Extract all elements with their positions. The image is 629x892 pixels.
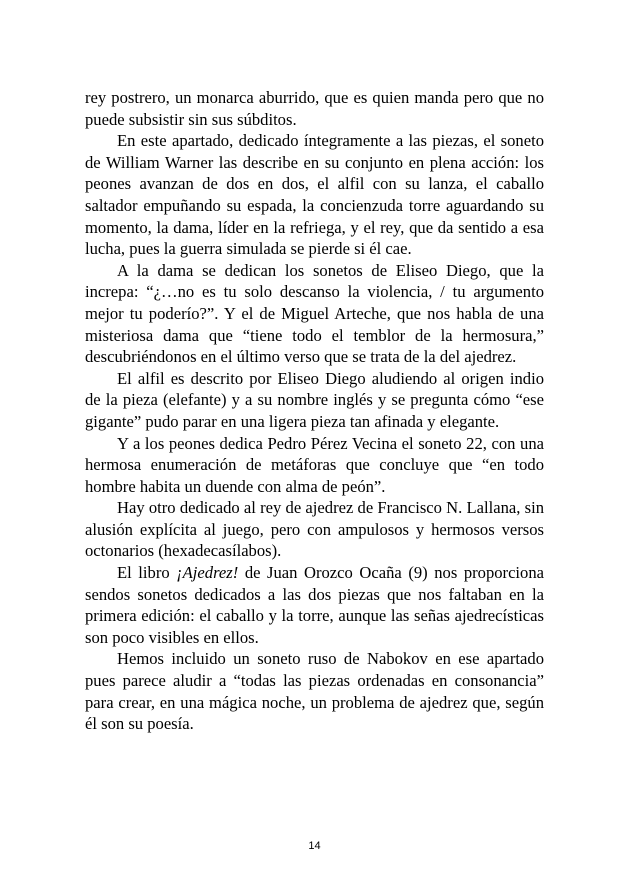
paragraph-text: El alfil es descrito por Eliseo Diego aludiendo al origen indio de la pieza (elefante) y a su nombre inglés y se pregunta cómo “ese gigante” pudo parar en una ligera pieza tan afinada y elegante.: [85, 368, 544, 431]
paragraph-text: rey postrero, un monarca aburrido, que es quien manda pero que no puede subsistir sin sus súbditos.: [85, 88, 544, 129]
paragraph-text: Hemos incluido un soneto ruso de Nabokov en ese apartado pues parece aludir a “todas las piezas ordenadas en consonancia” para crear, en una mágica noche, un problema de ajedrez que, según él son su poesía.: [85, 649, 544, 734]
paragraph: [85, 87, 544, 130]
body-text: [85, 87, 544, 735]
page-number: 14: [308, 840, 321, 852]
paragraph: [85, 562, 544, 648]
paragraph-text: En este apartado, dedicado íntegramente a las piezas, el soneto de William Warner las describe en su conjunto en plena acción: los peones avanzan de dos en dos, el alfil con su lanza, el caballo saltador empuñando su espada, la concienzuda torre aguardando su momento, la dama, líder en la refriega, y el rey, que da sentido a esa lucha, pues la guerra simulada se pierde si él cae.: [85, 131, 544, 259]
paragraph: [85, 368, 544, 433]
book-title: ¡Ajedrez!: [176, 563, 239, 583]
paragraph-text: A la dama se dedican los sonetos de Eliseo Diego, que la increpa: “¿…no es tu solo descanso la violencia, / tu argumento mejor tu poderío?”. Y el de Miguel Arteche, que nos habla de una misteriosa dama que “tiene todo el temblor de la hermosura,” descubriéndonos en el último verso que se trata de la del ajedrez.: [85, 260, 544, 367]
paragraph: [85, 433, 544, 498]
paragraph-text: El libro: [117, 563, 177, 583]
paragraph: [85, 130, 544, 260]
paragraph-text: Y a los peones dedica Pedro Pérez Vecina el soneto 22, con una hermosa enumeración de metáforas que concluye que “en todo hombre habita un duende con alma de peón”.: [85, 433, 544, 496]
paragraph-text: Hay otro dedicado al rey de ajedrez de Francisco N. Lallana, sin alusión explícita al juego, pero con ampulosos y hermosos versos octonarios (hexadecasílabos).: [85, 498, 544, 561]
paragraph-text: de Juan Orozco Ocaña (9) nos proporciona sendos sonetos dedicados a las dos piezas que nos faltaban en la primera edición: el caballo y la torre, aunque las señas ajedrecísticas son poco visibles en ellos.: [85, 563, 544, 647]
paragraph: [85, 497, 544, 562]
paragraph: [85, 648, 544, 734]
paragraph: [85, 260, 544, 368]
